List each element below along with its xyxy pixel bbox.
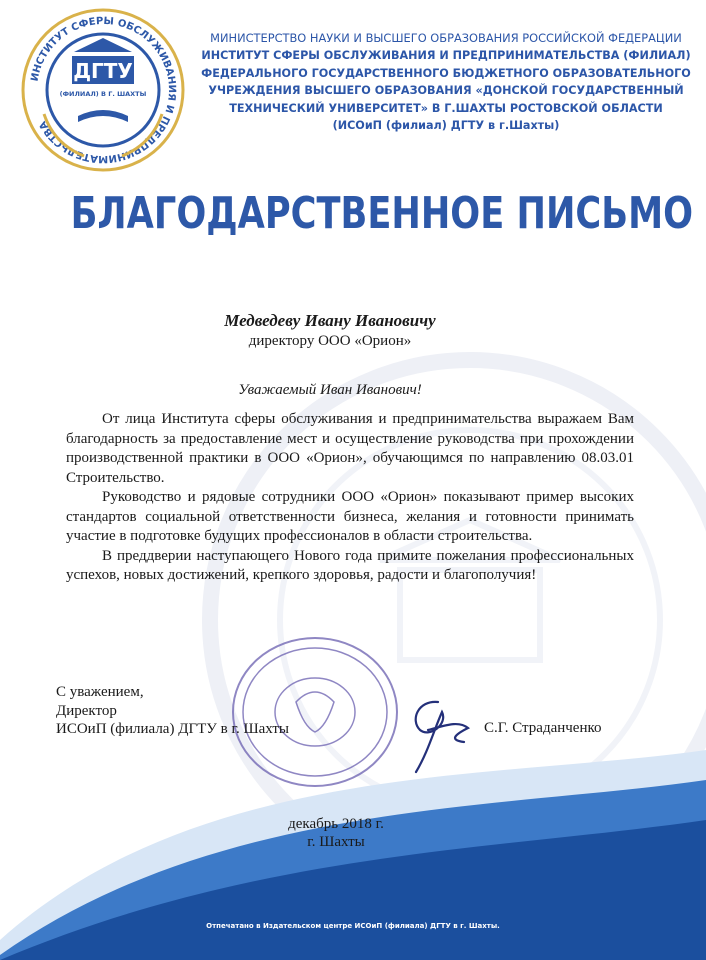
signer-position: Директор <box>56 702 117 719</box>
greeting: Уважаемый Иван Иванович! <box>238 382 422 398</box>
header-line: ИНСТИТУТ СФЕРЫ ОБСЛУЖИВАНИЯ И ПРЕДПРИНИМАТЕЛЬСТВА (ФИЛИАЛ) <box>201 49 691 63</box>
signer-organization: ИСОиП (филиала) ДГТУ в г. Шахты <box>56 721 289 737</box>
institution-header <box>196 30 696 134</box>
closing-line: С уважением, <box>56 684 144 700</box>
logo-mark: ДГТУ <box>73 59 133 83</box>
letter-city: г. Шахты <box>307 834 365 850</box>
header-line: МИНИСТЕРСТВО НАУКИ И ВЫСШЕГО ОБРАЗОВАНИЯ РОССИЙСКОЙ ФЕДЕРАЦИИ <box>210 31 682 45</box>
letter-date: декабрь 2018 г. <box>288 816 384 832</box>
recipient-role: директору ООО «Орион» <box>248 333 412 349</box>
body-paragraph: Руководство и рядовые сотрудники ООО «Орион» показывают пример высоких стандартов социальной ответственности бизнеса, желания и готовности принимать участие в подготовке будущих профессионалов в области строительства. <box>66 489 634 544</box>
header-line: ФЕДЕРАЛЬНОГО ГОСУДАРСТВЕННОГО БЮДЖЕТНОГО ОБРАЗОВАТЕЛЬНОГО <box>201 66 691 80</box>
logo-ring-text: ИНСТИТУТ СФЕРЫ ОБСЛУЖИВАНИЯ И ПРЕДПРИНИМАТЕЛЬСТВА <box>29 15 178 165</box>
signer-name: С.Г. Страданченко <box>484 720 602 736</box>
body-paragraph: В преддверии наступающего Нового года примите пожелания профессиональных успехов, новых достижений, крепкого здоровья, радости и благополучия! <box>66 547 634 583</box>
body-paragraph: От лица Института сферы обслуживания и предпринимательства выражаем Вам благодарность за предоставление мест и осуществление руководства при прохождении производственной практики в ООО «Орион», обучающимся по направлению 08.03.01 Строительство. <box>66 411 634 486</box>
header-line: (ИСОиП (филиал) ДГТУ в г.Шахты) <box>332 119 560 133</box>
signature-block <box>56 683 289 739</box>
letter-body <box>66 410 634 586</box>
header-line: ТЕХНИЧЕСКИЙ УНИВЕРСИТЕТ» В Г.ШАХТЫ РОСТОВСКОЙ ОБЛАСТИ <box>229 101 663 115</box>
institute-logo <box>14 4 192 176</box>
logo-subtitle: (ФИЛИАЛ) В Г. ШАХТЫ <box>59 90 147 98</box>
recipient-name: Медведеву Ивану Ивановичу <box>224 311 436 330</box>
print-footer: Отпечатано в Издательском центре ИСОиП (филиала) ДГТУ в г. Шахты. <box>206 922 500 930</box>
header-line: УЧРЕЖДЕНИЯ ВЫСШЕГО ОБРАЗОВАНИЯ «ДОНСКОЙ ГОСУДАРСТВЕННЫЙ <box>208 84 684 98</box>
handwritten-signature <box>398 690 478 780</box>
letter-title: БЛАГОДАРСТВЕННОЕ ПИСЬМО <box>70 188 694 239</box>
